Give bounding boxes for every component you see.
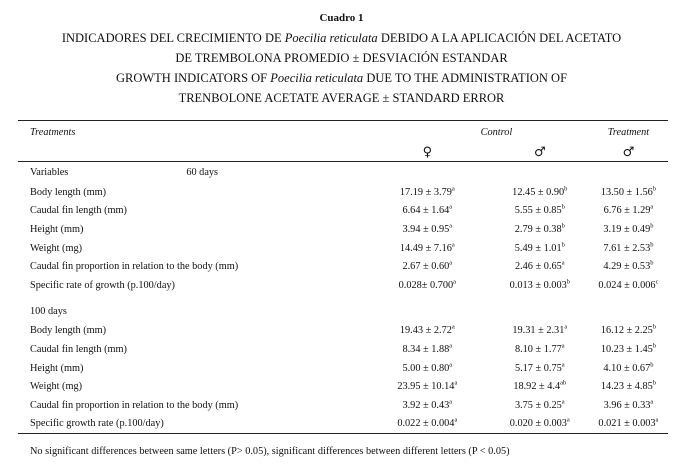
treatment-male-cell-significance: b: [652, 323, 657, 331]
table-row: [18, 239, 668, 258]
treatment-male-cell-significance: b: [650, 259, 654, 267]
caption-en-line2: TRENBOLONE ACETATE AVERAGE ± STANDARD ERROR: [178, 91, 505, 105]
control-female-cell-significance: a: [454, 379, 458, 387]
control-female-cell-significance: a: [449, 222, 453, 230]
row-label: Body length (mm): [30, 325, 107, 337]
control-female-cell-value: 3.92 ± 0.43: [402, 399, 450, 411]
section-header: [18, 301, 668, 322]
treatment-male-cell-significance: b: [652, 379, 657, 387]
control-male-cell-significance: a: [564, 323, 568, 331]
control-female-cell-value: 0.028± 0.700: [398, 279, 454, 291]
treatment-male-cell: [589, 257, 668, 276]
treatment-male-cell-significance: b: [650, 361, 654, 369]
control-male-cell-significance: b: [566, 278, 570, 286]
control-female-cell-significance: a: [449, 259, 453, 267]
treatment-male-cell-value: 3.19 ± 0.49: [603, 223, 651, 235]
control-female-cell-significance: a: [453, 278, 457, 286]
table-row: [18, 202, 668, 221]
header-treatment: Treatment: [589, 121, 668, 144]
growth-table: [18, 120, 668, 434]
row-label: Height (mm): [30, 223, 84, 235]
table-row: [18, 183, 668, 202]
control-male-cell-value: 2.46 ± 0.65: [514, 261, 562, 273]
control-male-cell: [491, 340, 589, 359]
row-label: Body length (mm): [30, 186, 107, 198]
control-male-cell-value: 0.013 ± 0.003: [509, 279, 567, 291]
footnote: No significant differences between same letters (P> 0.05), significant differences between different letters (P < 0.05): [30, 446, 510, 457]
control-male-cell-value: 3.75 ± 0.25: [514, 399, 562, 411]
treatment-male-cell-value: 13.50 ± 1.56: [600, 186, 653, 198]
treatment-male-cell-value: 0.021 ± 0.003: [598, 418, 656, 430]
control-female-cell: [364, 239, 491, 258]
control-female-cell: [364, 183, 491, 202]
control-male-cell: [491, 415, 589, 434]
control-male-cell-significance: b: [564, 185, 568, 193]
section-days-label: 60 days: [186, 167, 219, 178]
control-male-cell-significance: a: [561, 259, 565, 267]
section-row: [18, 301, 668, 322]
control-female-cell-value: 0.022 ± 0.004: [397, 418, 455, 430]
treatment-male-cell-value: 0.024 ± 0.006: [598, 279, 656, 291]
control-male-cell-value: 19.31 ± 2.31: [512, 325, 565, 337]
section-row: [18, 162, 668, 184]
treatment-male-cell-value: 6.76 ± 1.29: [603, 205, 651, 217]
header-sex-row: [18, 143, 668, 162]
control-male-cell: [491, 396, 589, 415]
treatment-male-cell: [589, 396, 668, 415]
control-male-cell-value: 18.92 ± 4.4: [513, 381, 561, 393]
control-female-cell: [364, 257, 491, 276]
treatment-male-cell: [589, 183, 668, 202]
row-label: Weight (mg): [30, 242, 83, 254]
control-male-cell-value: 0.020 ± 0.003: [509, 418, 567, 430]
treatment-male-cell-value: 7.61 ± 2.53: [603, 242, 651, 254]
treatment-male-cell: [589, 340, 668, 359]
treatment-male-cell: [589, 322, 668, 341]
treatment-male-cell-significance: b: [650, 222, 654, 230]
row-label: Weight (mg): [30, 381, 83, 393]
control-female-cell-value: 3.94 ± 0.95: [402, 223, 450, 235]
table-row: [18, 276, 668, 295]
table-row: [18, 257, 668, 276]
control-female-cell-significance: a: [449, 398, 453, 406]
row-label: Specific growth rate (p.100/day): [18, 415, 364, 434]
table-row: [18, 396, 668, 415]
control-female-cell-value: 8.34 ± 1.88: [402, 343, 450, 355]
table-row: [18, 220, 668, 239]
treatment-male-cell: [589, 239, 668, 258]
control-female-cell: [364, 220, 491, 239]
control-female-cell-value: 2.67 ± 0.60: [402, 261, 450, 273]
control-male-cell: [491, 359, 589, 378]
treatment-male-cell-significance: b: [650, 241, 654, 249]
control-female-cell-value: 19.43 ± 2.72: [399, 325, 452, 337]
control-male-cell-value: 5.17 ± 0.75: [514, 362, 562, 374]
control-female-cell-value: 17.19 ± 3.79: [399, 186, 452, 198]
control-female-cell-significance: a: [449, 361, 453, 369]
control-male-cell: [491, 276, 589, 295]
male-symbol-control: ♂: [491, 143, 589, 162]
control-female-cell: [364, 340, 491, 359]
row-label: Specific rate of growth (p.100/day): [30, 279, 175, 291]
control-female-cell: [364, 359, 491, 378]
section-days-label: 100 days: [30, 305, 67, 317]
row-label: Caudal fin length (mm): [30, 343, 127, 355]
control-male-cell-significance: a: [561, 361, 565, 369]
control-female-cell: [364, 322, 491, 341]
table-row: [18, 322, 668, 341]
control-male-cell: [491, 202, 589, 221]
control-male-cell-significance: ab: [560, 379, 567, 387]
control-male-cell-significance: a: [566, 416, 570, 424]
table-row: [18, 340, 668, 359]
row-label: Height (mm): [30, 362, 84, 374]
control-male-cell-value: 2.79 ± 0.38: [514, 223, 562, 235]
treatment-male-cell-value: 4.29 ± 0.53: [603, 261, 651, 273]
control-male-cell: [491, 257, 589, 276]
control-male-cell: [491, 322, 589, 341]
table-row: [18, 359, 668, 378]
treatment-male-cell-significance: c: [655, 278, 659, 286]
treatment-male-cell-value: 3.96 ± 0.33: [603, 399, 651, 411]
control-female-cell-significance: a: [449, 342, 453, 350]
control-female-cell-value: 23.95 ± 10.14: [397, 381, 455, 393]
control-female-cell: [364, 415, 491, 434]
row-label: Caudal fin proportion in relation to the body (mm): [30, 399, 239, 411]
caption-en-line1: GROWTH INDICATORS OF Poecilia reticulata DUE TO THE ADMINISTRATION OF: [115, 71, 568, 85]
section-header: [18, 162, 668, 184]
control-male-cell-significance: a: [561, 398, 565, 406]
male-symbol-treatment: ♂: [589, 143, 668, 162]
table-number: Cuadro 1: [319, 12, 364, 24]
table-caption: [0, 0, 683, 108]
control-female-cell-value: 5.00 ± 0.80: [402, 362, 450, 374]
control-female-cell: [364, 377, 491, 396]
treatment-male-cell-value: 16.12 ± 2.25: [600, 325, 653, 337]
row-label: Caudal fin length (mm): [30, 205, 127, 217]
female-symbol: ♀: [364, 143, 491, 162]
header-blank: [18, 143, 364, 162]
control-male-cell-significance: b: [561, 222, 565, 230]
treatment-male-cell-value: 4.10 ± 0.67: [603, 362, 651, 374]
treatment-male-cell: [589, 202, 668, 221]
control-male-cell-value: 5.49 ± 1.01: [514, 242, 562, 254]
control-male-cell: [491, 220, 589, 239]
control-female-cell: [364, 276, 491, 295]
control-male-cell-significance: b: [561, 241, 565, 249]
header-control: Control: [364, 121, 589, 144]
control-male-cell: [491, 183, 589, 202]
treatment-male-cell-significance: b: [652, 342, 657, 350]
treatment-male-cell: [589, 359, 668, 378]
control-male-cell-significance: b: [561, 203, 565, 211]
treatment-male-cell-significance: b: [652, 185, 657, 193]
control-male-cell: [491, 239, 589, 258]
treatment-male-cell-significance: a: [655, 416, 659, 424]
caption-es-line1: INDICADORES DEL CRECIMIENTO DE Poecilia reticulata DEBIDO A LA APLICACIÓN DEL ACETATO: [61, 31, 622, 45]
control-male-cell-value: 12.45 ± 0.90: [512, 186, 565, 198]
variables-label: Variables: [30, 167, 69, 178]
treatment-male-cell: [589, 377, 668, 396]
treatment-male-cell: [589, 276, 668, 295]
treatment-male-cell-value: 10.23 ± 1.45: [600, 343, 653, 355]
row-label: Caudal fin proportion in relation to the body (mm): [30, 261, 239, 273]
control-female-cell-significance: a: [451, 323, 455, 331]
control-female-cell-significance: a: [449, 203, 453, 211]
control-male-cell-significance: a: [561, 342, 565, 350]
table-row: [18, 377, 668, 396]
table-row: [18, 415, 668, 434]
treatment-male-cell: [589, 220, 668, 239]
control-female-cell: [364, 202, 491, 221]
header-treatments: Treatments: [18, 121, 364, 144]
treatment-male-cell-significance: a: [650, 203, 654, 211]
control-female-cell-value: 6.64 ± 1.64: [402, 205, 450, 217]
control-male-cell-value: 5.55 ± 0.85: [514, 205, 562, 217]
control-female-cell-significance: a: [451, 185, 455, 193]
treatment-male-cell-value: 14.23 ± 4.85: [600, 381, 653, 393]
control-male-cell: [491, 377, 589, 396]
caption-es-line2: DE TREMBOLONA PROMEDIO ± DESVIACIÓN ESTANDAR: [175, 51, 508, 65]
treatment-male-cell-significance: a: [650, 398, 654, 406]
control-female-cell-value: 14.49 ± 7.16: [399, 242, 452, 254]
header-row: [18, 121, 668, 144]
control-female-cell-significance: a: [454, 416, 458, 424]
treatment-male-cell: [589, 415, 668, 434]
control-female-cell: [364, 396, 491, 415]
control-female-cell-significance: a: [451, 241, 455, 249]
control-male-cell-value: 8.10 ± 1.77: [514, 343, 562, 355]
